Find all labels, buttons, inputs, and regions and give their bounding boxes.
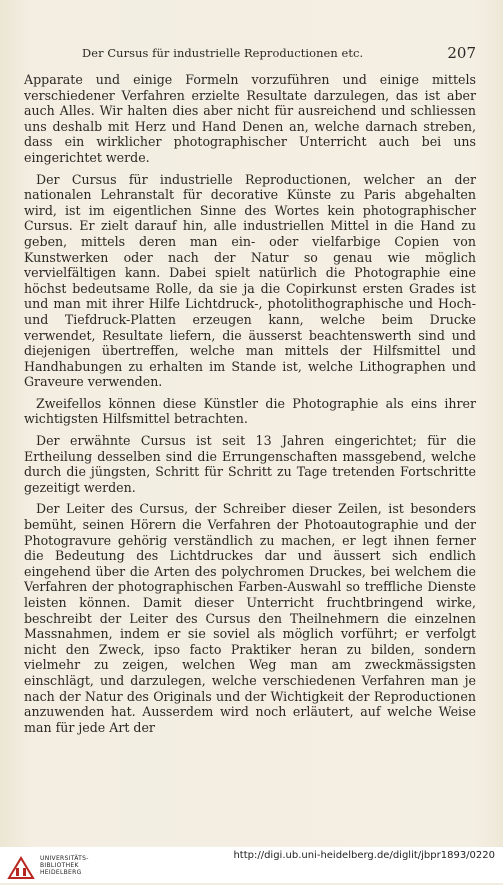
library-name-line: HEIDELBERG: [40, 869, 82, 876]
footer-bar: [0, 847, 503, 883]
running-head: Der Cursus für industrielle Reproductionen etc.: [82, 46, 364, 60]
paragraph: Der Cursus für industrielle Reproductionen, welcher an der nationalen Lehranstalt für decorative Künste zu Paris abgehalten wird, ist im eigentlichen Sinne des Wortes kein photographischer Cursus. Er zielt darauf hin, alle industriellen Mittel in die Hand zu geben, mittels deren man ein- oder vielfarbige Copien von Kunstwerken oder nach der Natur so genau wie möglich vervielfältigen kann. Dabei spielt natürlich die Photographie eine höchst bedeutsame Rolle, da sie ja die Copirkunst ersten Grades ist und man mit ihrer Hilfe Lichtdruck-, photolithographische und Hoch- und Tiefdruck-Platten erzeugen kann, welche beim Drucke verwendet, Resultate liefern, die äusserst beachtenswerth sind und diejenigen übertreffen, welche man mittels der Hilfsmittel und Handhabungen zu erhalten im Stande ist, welche Lithographen und Graveure verwenden.: [24, 171, 476, 390]
library-name-line: UNIVERSITÄTS-: [40, 855, 89, 862]
paragraph: Zweifellos können diese Künstler die Photographie als eins ihrer wichtigsten Hilfsmittel betrachten.: [24, 395, 476, 427]
page-number: 207: [447, 44, 476, 62]
paragraph: Apparate und einige Formeln vorzuführen und einige mittels verschiedener Verfahren erzielte Resultate darzulegen, das ist aber auch Alles. Wir halten dies aber nicht für ausreichend und schliessen uns deshalb mit Herz und Hand Denen an, welche darnach streben, dass ein wirklicher photographischer Unterricht auch bei uns eingerichtet werde.: [24, 72, 476, 165]
university-library-logo-icon: [6, 855, 36, 881]
paragraph: Der erwähnte Cursus ist seit 13 Jahren eingerichtet; für die Ertheilung desselben sind die Errungenschaften massgebend, welche durch die jüngsten, Schritt für Schritt zu Tage tretenden Fortschritte gezeitigt werden.: [24, 433, 476, 495]
source-url-link[interactable]: http://digi.ub.uni-heidelberg.de/diglit/jbpr1893/0220: [233, 850, 495, 861]
library-name: [40, 855, 89, 876]
paragraph: Der Leiter des Cursus, der Schreiber dieser Zeilen, ist besonders bemüht, seinen Hörern die Verfahren der Photoautographie und der Photogravure gehörig verständlich zu machen, er legt ihnen ferner die Bedeutung des Lichtdruckes dar und äussert sich endlich eingehend über die Arten des polychromen Druckes, bei welchem die Verfahren der photographischen Farben-Auswahl so treffliche Dienste leisten können. Damit dieser Unterricht fruchtbringend wirke, beschreibt der Leiter des Cursus den Theilnehmern die einzelnen Massnahmen, indem er sie soviel als möglich vorführt; er verfolgt nicht den Zweck, ipso facto Praktiker heran zu bilden, sondern vielmehr zu zeigen, welchen Weg man am zweckmässigsten einschlägt, und darzulegen, welche verschiedenen Verfahren man je nach der Natur des Originals und der Wichtigkeit der Reproductionen anzuwenden hat. Ausserdem wird noch erläutert, auf welche Weise man für jede Art der: [24, 501, 476, 735]
body-text: [24, 72, 476, 735]
library-name-line: BIBLIOTHEK: [40, 862, 79, 869]
